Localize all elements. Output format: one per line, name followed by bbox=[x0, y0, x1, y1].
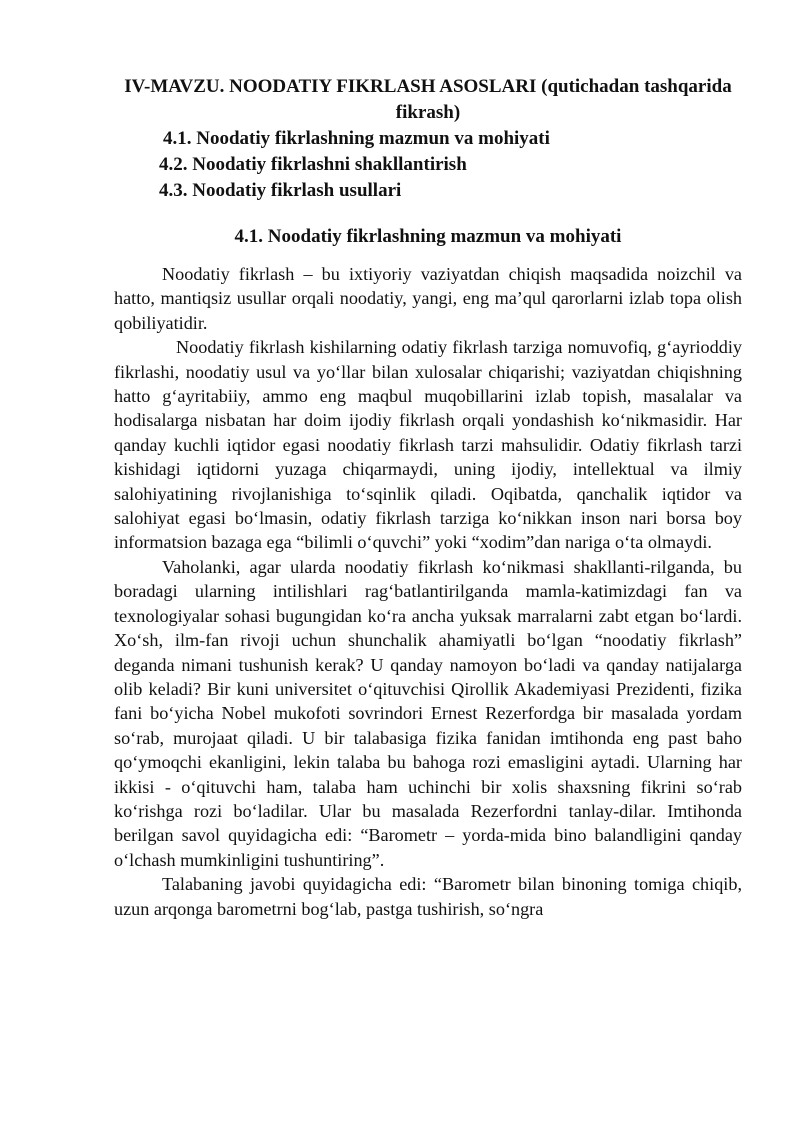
paragraph-description: Noodatiy fikrlash kishilarning odatiy fikrlash tarziga nomuvofiq, g‘ayrioddiy fikrlashi, noodatiy usul va yo‘llar bilan xulosalar chiqarishi; vaziyatdan chiqishning hatto g‘ayritabiiy, ammo eng maqbul muqobillarini izlab topish, masalalar va hodisalarga nisbatan har doim ijodiy fikrlash orqali yondashish ko‘nikmasidir. Har qanday kuchli iqtidor egasi noodatiy fikrlash tarzi mahsulidir. Odatiy fikrlash tarzi kishidagi iqtidorni yuzaga chiqarmaydi, uning ijodiy, intellektual va ilmiy salohiyatining rivojlanishiga to‘sqinlik qiladi. Oqibatda, qanchalik iqtidor va salohiyat egasi bo‘lmasin, odatiy fikrlash tarziga ko‘nikkan inson nari borsa boy informatsion bazaga ega “bilimli o‘quvchi” yoki “xodim”dan nariga o‘ta olmaydi. bbox=[114, 337, 742, 553]
paragraph-definition: Noodatiy fikrlash – bu ixtiyoriy vaziyatdan chiqish maqsadida noizchil va hatto, mantiqsiz usullar orqali noodatiy, yangi, eng ma’qul qarorlarni izlab topa olish qobiliyatidir. bbox=[114, 264, 742, 333]
page-title: IV-MAVZU. NOODATIY FIKRLASH ASOSLARI (qutichadan tashqarida fikrash) bbox=[124, 76, 732, 123]
toc-item-4-3: 4.3. Noodatiy fikrlash usullari bbox=[159, 180, 402, 201]
paragraph-rutherford-story: Vaholanki, agar ularda noodatiy fikrlash ko‘nikmasi shakllanti-rilganda, bu boradagi ularning intilishlari rag‘batlantirilganda mamla-katimizdagi fan va texnologiyalar sohasi bugungidan ko‘ra ancha yuksak marralarni zabt etgan bo‘lardi. Xo‘sh, ilm-fan rivoji uchun shunchalik ahamiyatli bo‘lgan “noodatiy fikrlash” deganda nimani tushunish kerak? U qanday namoyon bo‘ladi va qanday natijalarga olib keladi? Bir kuni universitet o‘qituvchisi Qirollik Akademiyasi Prezidenti, fizika fani bo‘yicha Nobel mukofoti sovrindori Ernest Rezerfordga bir masalada yordam so‘rab, murojaat qiladi. U bir talabasiga fizika fanidan imtihonda eng past baho qo‘ymoqchi ekanligini, lekin talaba bu bahoga rozi emasligini aytadi. Ularning har ikkisi - o‘qituvchi ham, talaba ham uchinchi bir xolis shaxsning fikrini so‘rab ko‘rishga rozi bo‘ladilar. Ular bu masalada Rezerfordni tanlay-dilar. Imtihonda berilgan savol quyidagicha edi: “Barometr – yorda-mida bino balandligini qanday o‘lchash mumkinligini tushuntiring”. bbox=[114, 556, 742, 870]
toc-item-4-1: 4.1. Noodatiy fikrlashning mazmun va mohiyati bbox=[163, 128, 550, 149]
section-heading: 4.1. Noodatiy fikrlashning mazmun va mohiyati bbox=[234, 226, 622, 247]
document-page bbox=[114, 74, 742, 921]
paragraph-student-answer: Talabaning javobi quyidagicha edi: “Barometr bilan binoning tomiga chiqib, uzun arqonga barometrni bog‘lab, pastga tushirish, so‘ngra bbox=[114, 874, 742, 919]
toc-item-4-2: 4.2. Noodatiy fikrlashni shakllantirish bbox=[159, 154, 467, 175]
table-of-contents bbox=[114, 126, 742, 204]
